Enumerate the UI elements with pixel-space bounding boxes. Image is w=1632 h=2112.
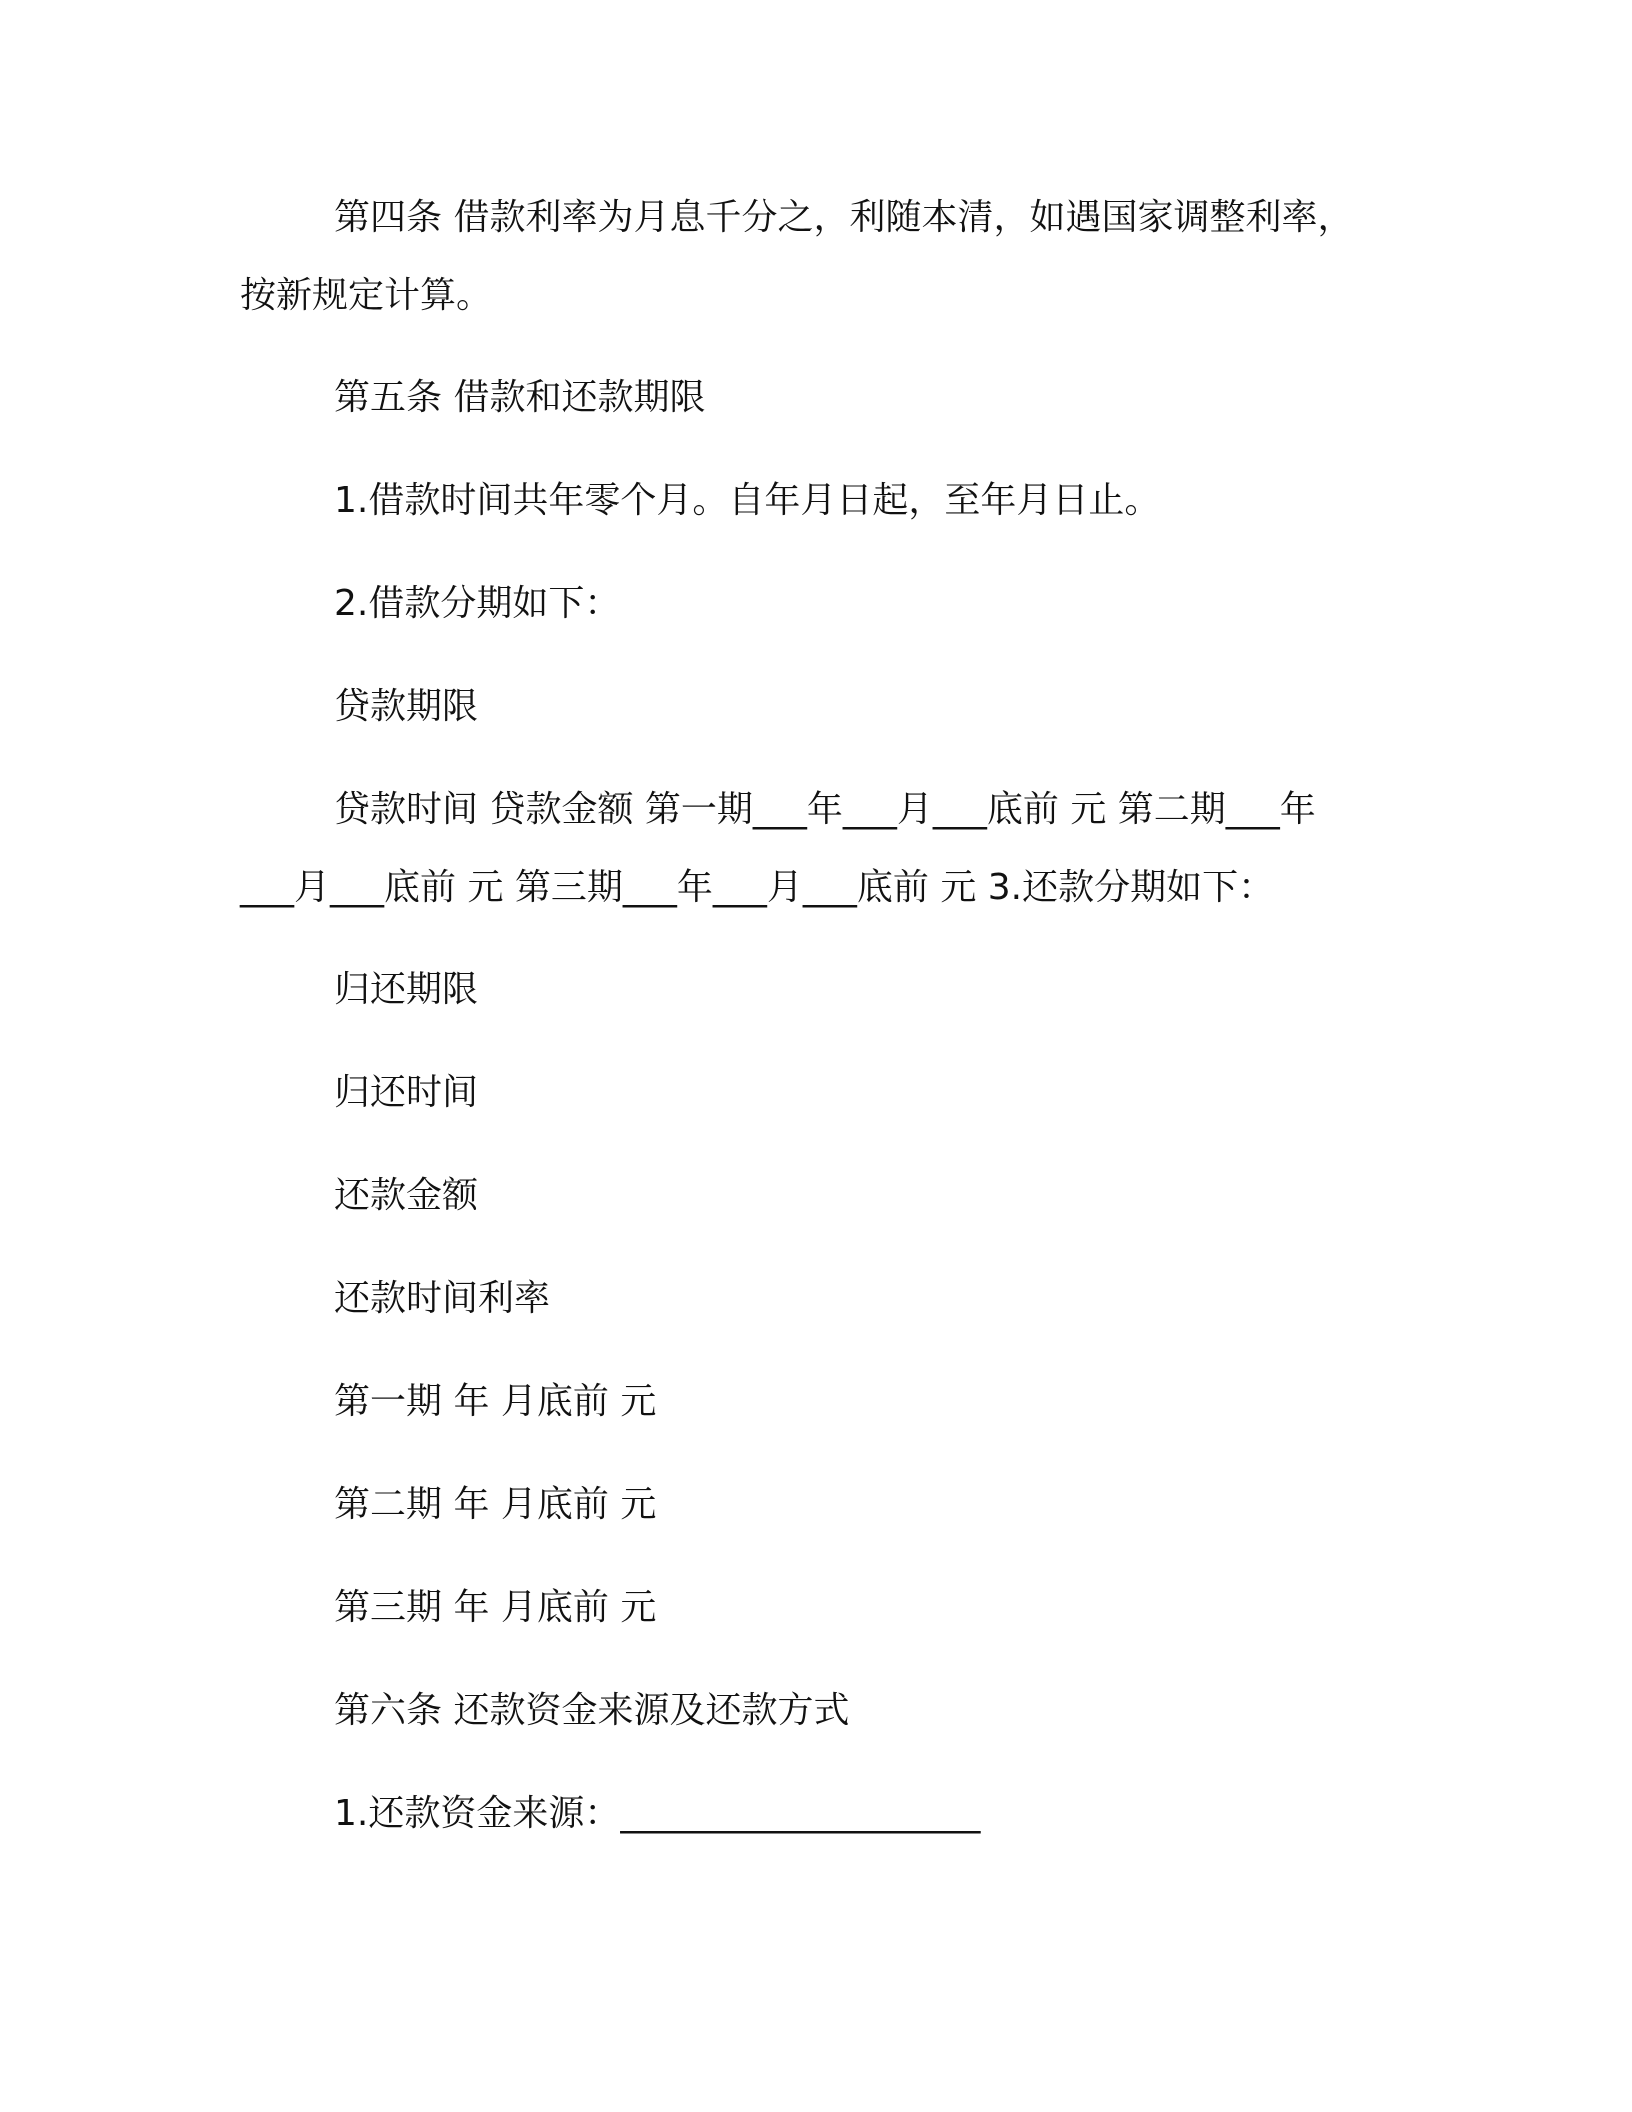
article-4-line-2: 按新规定计算。: [240, 275, 493, 316]
repayment-time-label: 归还时间: [334, 1072, 479, 1113]
loan-period-text: 1.借款时间共年零个月。自年月日起，至年月日止。: [334, 480, 1161, 521]
repayment-source-line: 1.还款资金来源：____________________: [334, 1793, 981, 1834]
loan-schedule-line-1: 贷款时间 贷款金额 第一期___年___月___底前 元 第二期___年: [334, 789, 1316, 830]
article-5-heading: 第五条 借款和还款期限: [334, 377, 706, 418]
repayment-amount-label: 还款金额: [334, 1175, 479, 1216]
article-6-heading: 第六条 还款资金来源及还款方式: [334, 1690, 850, 1731]
loan-term-label: 贷款期限: [334, 686, 479, 727]
repayment-period-3: 第三期 年 月底前 元: [334, 1587, 657, 1628]
loan-schedule-line-2: ___月___底前 元 第三期___年___月___底前 元 3.还款分期如下：: [240, 867, 1275, 908]
repayment-term-label: 归还期限: [334, 969, 479, 1010]
repayment-period-1: 第一期 年 月底前 元: [334, 1381, 657, 1422]
article-4-line-1: 第四条 借款利率为月息千分之，利随本清，如遇国家调整利率，: [334, 197, 1354, 238]
loan-installments-heading: 2.借款分期如下：: [334, 583, 621, 624]
repayment-period-2: 第二期 年 月底前 元: [334, 1484, 657, 1525]
repayment-time-rate-label: 还款时间利率: [334, 1278, 551, 1319]
